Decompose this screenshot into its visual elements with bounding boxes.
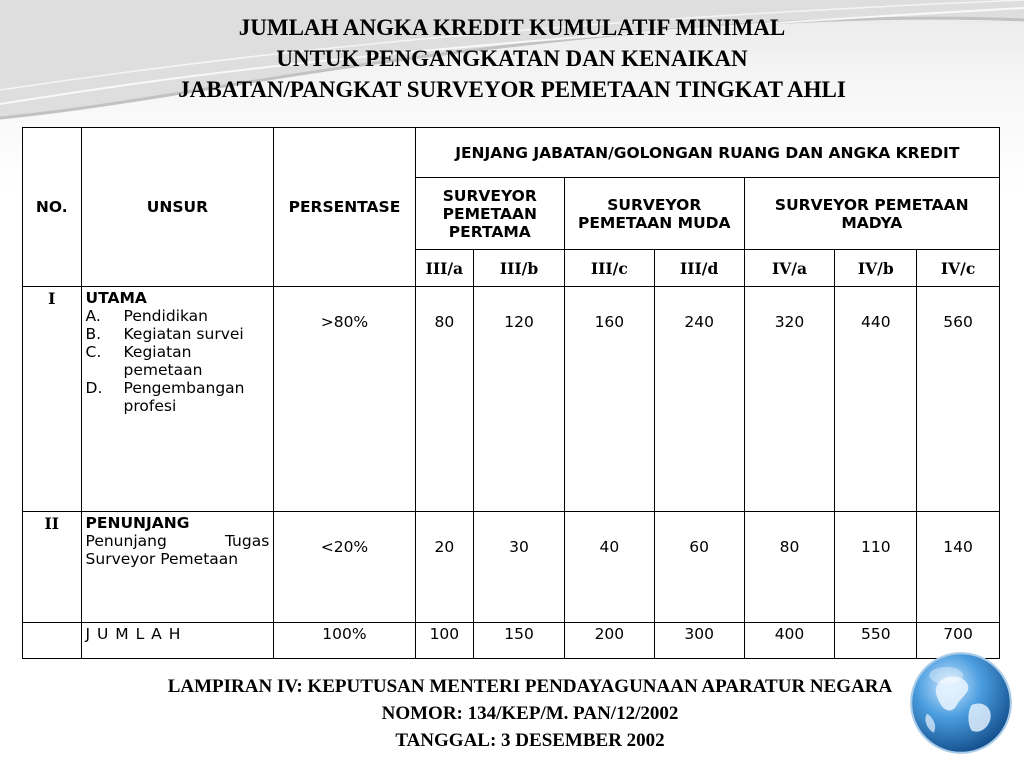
credit-value: 110 <box>835 511 917 622</box>
table-row <box>23 511 1000 622</box>
list-item <box>86 325 270 343</box>
title-line-1: JUMLAH ANGKA KREDIT KUMULATIF MINIMAL <box>238 15 786 40</box>
credit-value: 140 <box>917 511 1000 622</box>
total-value: 200 <box>564 622 654 658</box>
list-text: Pengembangan profesi <box>123 379 245 416</box>
credit-value: 160 <box>564 287 654 511</box>
credit-value: 320 <box>744 287 835 511</box>
credit-value: 440 <box>835 287 917 511</box>
total-value: 150 <box>474 622 565 658</box>
header-group-pertama: SURVEYOR PEMETAAN PERTAMA <box>415 178 564 250</box>
credit-value: 80 <box>744 511 835 622</box>
list-text: Kegiatan survei <box>123 325 244 344</box>
total-value: 300 <box>654 622 744 658</box>
list-letter: D. <box>85 379 103 398</box>
list-letter: A. <box>85 307 101 326</box>
title-line-2: UNTUK PENGANGKATAN DAN KENAIKAN <box>276 46 748 71</box>
header-group-muda: SURVEYOR PEMETAAN MUDA <box>564 178 744 250</box>
header-group-madya: SURVEYOR PEMETAAN MADYA <box>744 178 999 250</box>
credit-value: 120 <box>474 287 565 511</box>
credit-value: 30 <box>474 511 565 622</box>
credit-table <box>22 127 1000 659</box>
title-line-3: JABATAN/PANGKAT SURVEYOR PEMETAAN TINGKAT AHLI <box>178 77 846 102</box>
credit-value: 240 <box>654 287 744 511</box>
total-persentase: 100% <box>274 622 415 658</box>
list-letter: C. <box>85 343 102 362</box>
total-row <box>23 622 1000 658</box>
row-unsur <box>81 511 274 622</box>
list-letter: B. <box>85 325 102 344</box>
total-no <box>23 622 82 658</box>
grade-header: III/b <box>474 250 565 287</box>
footer-line-1: LAMPIRAN IV: KEPUTUSAN MENTERI PENDAYAGUNAAN APARATUR NEGARA <box>167 676 893 697</box>
credit-value: 20 <box>415 511 474 622</box>
grade-header: III/c <box>564 250 654 287</box>
credit-value: 80 <box>415 287 474 511</box>
row-unsur <box>81 287 274 511</box>
total-value: 400 <box>744 622 835 658</box>
header-unsur: UNSUR <box>81 128 274 287</box>
list-item <box>86 379 270 415</box>
grade-header: III/a <box>415 250 474 287</box>
list-text: Pendidikan <box>123 307 209 326</box>
list-item <box>86 343 270 379</box>
list-text: Kegiatan pemetaan <box>123 343 203 380</box>
header-persentase: PERSENTASE <box>274 128 415 287</box>
row-number: II <box>23 511 82 622</box>
total-value: 700 <box>917 622 1000 658</box>
credit-value: 560 <box>917 287 1000 511</box>
row-persentase: >80% <box>274 287 415 511</box>
credit-value: 40 <box>564 511 654 622</box>
row-unsur-desc: Penunjang Tugas Surveyor Pemetaan <box>85 531 270 568</box>
row-number: I <box>23 287 82 511</box>
total-label: J U M L A H <box>81 622 274 658</box>
header-no: NO. <box>23 128 82 287</box>
grade-header: IV/a <box>744 250 835 287</box>
grade-header: III/d <box>654 250 744 287</box>
grade-header: IV/b <box>835 250 917 287</box>
globe-icon <box>908 650 1014 756</box>
credit-value: 60 <box>654 511 744 622</box>
row-unsur-head: PENUNJANG <box>85 513 190 532</box>
total-value: 550 <box>835 622 917 658</box>
footer-line-2: NOMOR: 134/KEP/M. PAN/12/2002 <box>381 703 679 724</box>
footer-reference <box>60 673 1000 754</box>
header-jenjang: JENJANG JABATAN/GOLONGAN RUANG DAN ANGKA KREDIT <box>415 128 999 178</box>
total-value: 100 <box>415 622 474 658</box>
row-unsur-head: UTAMA <box>85 289 147 308</box>
list-item <box>86 307 270 325</box>
slide-title <box>0 12 1024 105</box>
table-row <box>23 287 1000 511</box>
unsur-list <box>86 307 270 415</box>
grade-header: IV/c <box>917 250 1000 287</box>
footer-line-3: TANGGAL: 3 DESEMBER 2002 <box>395 730 665 751</box>
row-persentase: <20% <box>274 511 415 622</box>
